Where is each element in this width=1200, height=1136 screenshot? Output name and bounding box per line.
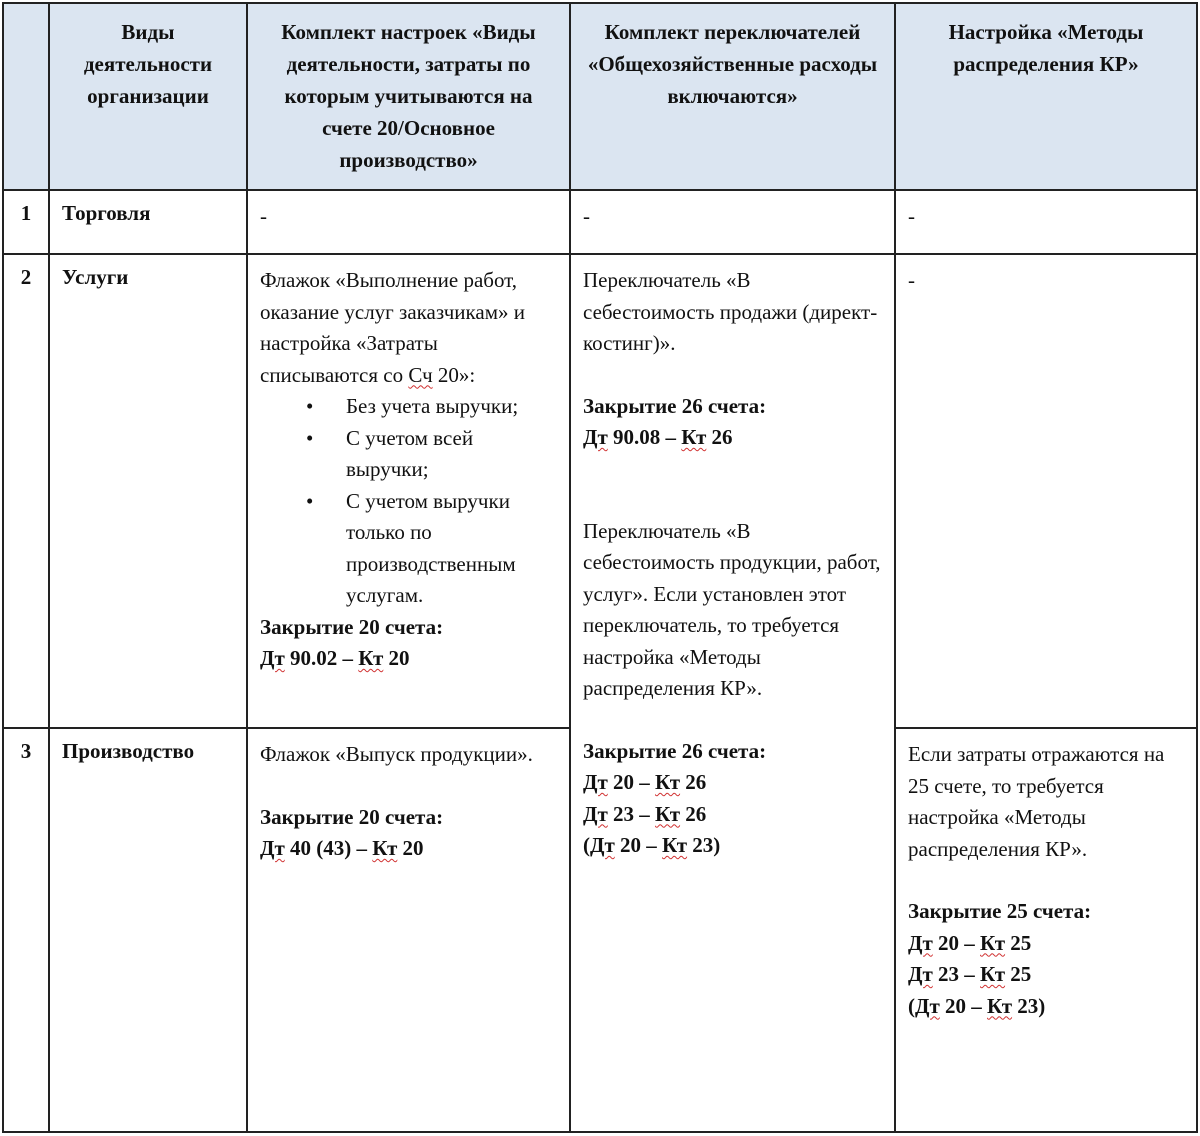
header-activity-text: Виды деятельности организации (83, 20, 213, 108)
header-activity (49, 3, 247, 190)
row-activity-name: Услуги (62, 265, 129, 289)
closing-entry: (Дт 20 – Кт 23) (583, 833, 721, 857)
switches-merged-cell (570, 254, 895, 1132)
closing-entry: Дт 20 – Кт 25 (908, 930, 1032, 955)
header-methods (895, 3, 1197, 190)
production-methods-content (896, 729, 1196, 1022)
closing-entry: Дт 90.02 – Кт 20 (260, 646, 410, 670)
closing-entry: Дт 23 – Кт 25 (908, 962, 1032, 986)
row-methods-dash: - (908, 204, 915, 228)
closing-title: Закрытие 20 счета: (260, 804, 444, 829)
accounting-settings-table (2, 2, 1198, 1133)
closing-entry: Дт 20 – Кт 26 (583, 770, 707, 794)
revenue-options-list (260, 391, 557, 612)
header-row (3, 3, 1197, 190)
production-settings-content (248, 729, 569, 865)
row-number: 2 (20, 265, 32, 289)
row-number: 3 (20, 739, 32, 763)
table-row (3, 254, 1197, 728)
table-row (3, 190, 1197, 254)
services-settings-intro: Флажок «Выполнение работ, оказание услуг заказчикам» и настройка «Затраты списываются со Сч 20»: (260, 268, 526, 387)
header-num-cell (3, 3, 49, 190)
closing-entry: Дт 90.08 – Кт 26 (583, 425, 733, 449)
row-methods-dash: - (908, 268, 915, 292)
closing-title: Закрытие 25 счета: (908, 899, 1092, 923)
switches-content (571, 255, 894, 862)
row-switches-dash: - (583, 204, 590, 228)
row-number: 1 (20, 201, 32, 225)
row-activity-name: Производство (62, 739, 195, 763)
production-settings-intro: Флажок «Выпуск продукции». (260, 742, 533, 766)
row-settings-dash: - (260, 204, 267, 228)
header-settings-text: Комплект настроек «Виды деятельности, затраты по которым учитываются на счете 20/Основное производство» (281, 20, 536, 172)
list-item: • Без учета выручки; (346, 391, 557, 423)
closing-title: Закрытие 26 счета: (583, 738, 767, 763)
header-switches-text: Комплект переключателей «Общехозяйственные расходы включаются» (587, 20, 878, 108)
header-methods-text: Настройка «Методы распределения КР» (948, 20, 1144, 76)
services-settings-content (248, 255, 569, 675)
header-switches-set (570, 3, 895, 190)
header-settings-set (247, 3, 570, 190)
closing-title: Закрытие 26 счета: (583, 393, 767, 418)
list-item: • С учетом выручки только по производственным услугам. (346, 486, 557, 612)
closing-entry: (Дт 20 – Кт 23) (908, 993, 1046, 1018)
switch-cost-of-production: Переключатель «В себестоимость продукции, работ, услуг». Если установлен этот переключатель, то требуется настройка «Методы распределения КР». (583, 518, 881, 700)
closing-entry: Дт 23 – Кт 26 (583, 801, 707, 826)
closing-entry: Дт 40 (43) – Кт 20 (260, 836, 424, 860)
row-activity-name: Торговля (62, 201, 151, 225)
closing-title: Закрытие 20 счета: (260, 614, 444, 639)
list-item: • С учетом всей выручки; (346, 423, 557, 486)
switch-direct-costing: Переключатель «В себестоимость продажи (директ-костинг)». (583, 268, 878, 355)
methods-condition-text: Если затраты отражаются на 25 счете, то требуется настройка «Методы распределения КР». (908, 742, 1165, 861)
